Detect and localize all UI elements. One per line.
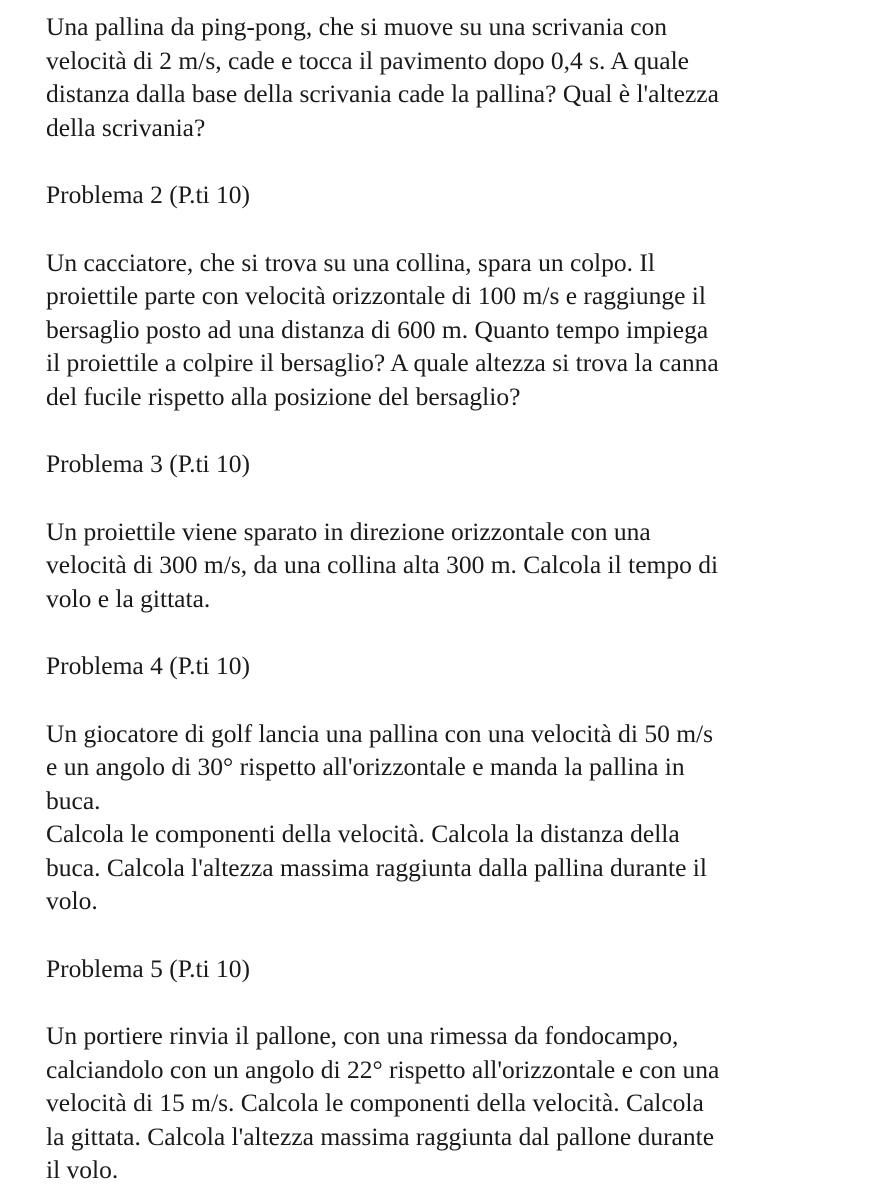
- problem-heading: Problema 4 (P.ti 10): [46, 651, 250, 680]
- text-line: volo.: [46, 886, 98, 915]
- text-line: Un portiere rinvia il pallone, con una rimessa da fondocampo,: [46, 1021, 679, 1050]
- problem-3-text: [46, 515, 846, 616]
- text-line: bersaglio posto ad una distanza di 600 m. Quanto tempo impiega: [46, 314, 709, 344]
- text-line: e un angolo di 30° rispetto all'orizzontale e manda la pallina in: [46, 752, 685, 781]
- problem-2-heading: [46, 178, 846, 212]
- text-line: calciandolo con un angolo di 22° rispetto all'orizzontale e con una: [46, 1054, 720, 1084]
- problem-heading: Problema 3 (P.ti 10): [46, 449, 250, 478]
- text-line: Un proiettile viene sparato in direzione orizzontale con una: [46, 516, 651, 546]
- text-line: buca.: [46, 785, 101, 815]
- text-line: distanza dalla base della scrivania cade la pallina? Qual è l'altezza: [46, 79, 719, 108]
- problem-heading: Problema 5 (P.ti 10): [46, 953, 250, 983]
- text-line: buca. Calcola l'altezza massima raggiunta dalla pallina durante il: [46, 852, 707, 882]
- text-line: velocità di 300 m/s, da una collina alta 300 m. Calcola il tempo di: [46, 550, 719, 579]
- text-line: Calcola le componenti della velocità. Calcola la distanza della: [46, 819, 680, 848]
- problem-1-text: [46, 10, 846, 144]
- text-line: della scrivania?: [46, 112, 206, 142]
- problem-5-heading: [46, 952, 846, 986]
- problem-2-text: [46, 246, 846, 414]
- text-line: Una pallina da ping-pong, che si muove su una scrivania con: [46, 12, 668, 41]
- problem-4-text: [46, 717, 846, 918]
- problem-3-heading: [46, 447, 846, 481]
- text-line: velocità di 2 m/s, cade e tocca il pavimento dopo 0,4 s. A quale: [46, 45, 690, 75]
- text-line: proiettile parte con velocità orizzontale di 100 m/s e raggiunge il: [46, 281, 706, 310]
- problem-5-text: [46, 1019, 846, 1187]
- text-line: il proiettile a colpire il bersaglio? A quale altezza si trova la canna: [46, 348, 719, 377]
- text-line: volo e la gittata.: [46, 583, 211, 613]
- text-line: Un cacciatore, che si trova su una collina, spara un colpo. Il: [46, 247, 655, 277]
- text-line: velocità di 15 m/s. Calcola le componenti della velocità. Calcola: [46, 1088, 704, 1117]
- problem-4-heading: [46, 649, 846, 683]
- text-line: la gittata. Calcola l'altezza massima raggiunta dal pallone durante: [46, 1121, 715, 1151]
- text-line: Un giocatore di golf lancia una pallina con una velocità di 50 m/s: [46, 718, 714, 748]
- text-line: del fucile rispetto alla posizione del bersaglio?: [46, 381, 521, 411]
- document-page: [46, 10, 846, 1187]
- text-line: il volo.: [46, 1155, 119, 1184]
- problem-heading: Problema 2 (P.ti 10): [46, 180, 250, 209]
